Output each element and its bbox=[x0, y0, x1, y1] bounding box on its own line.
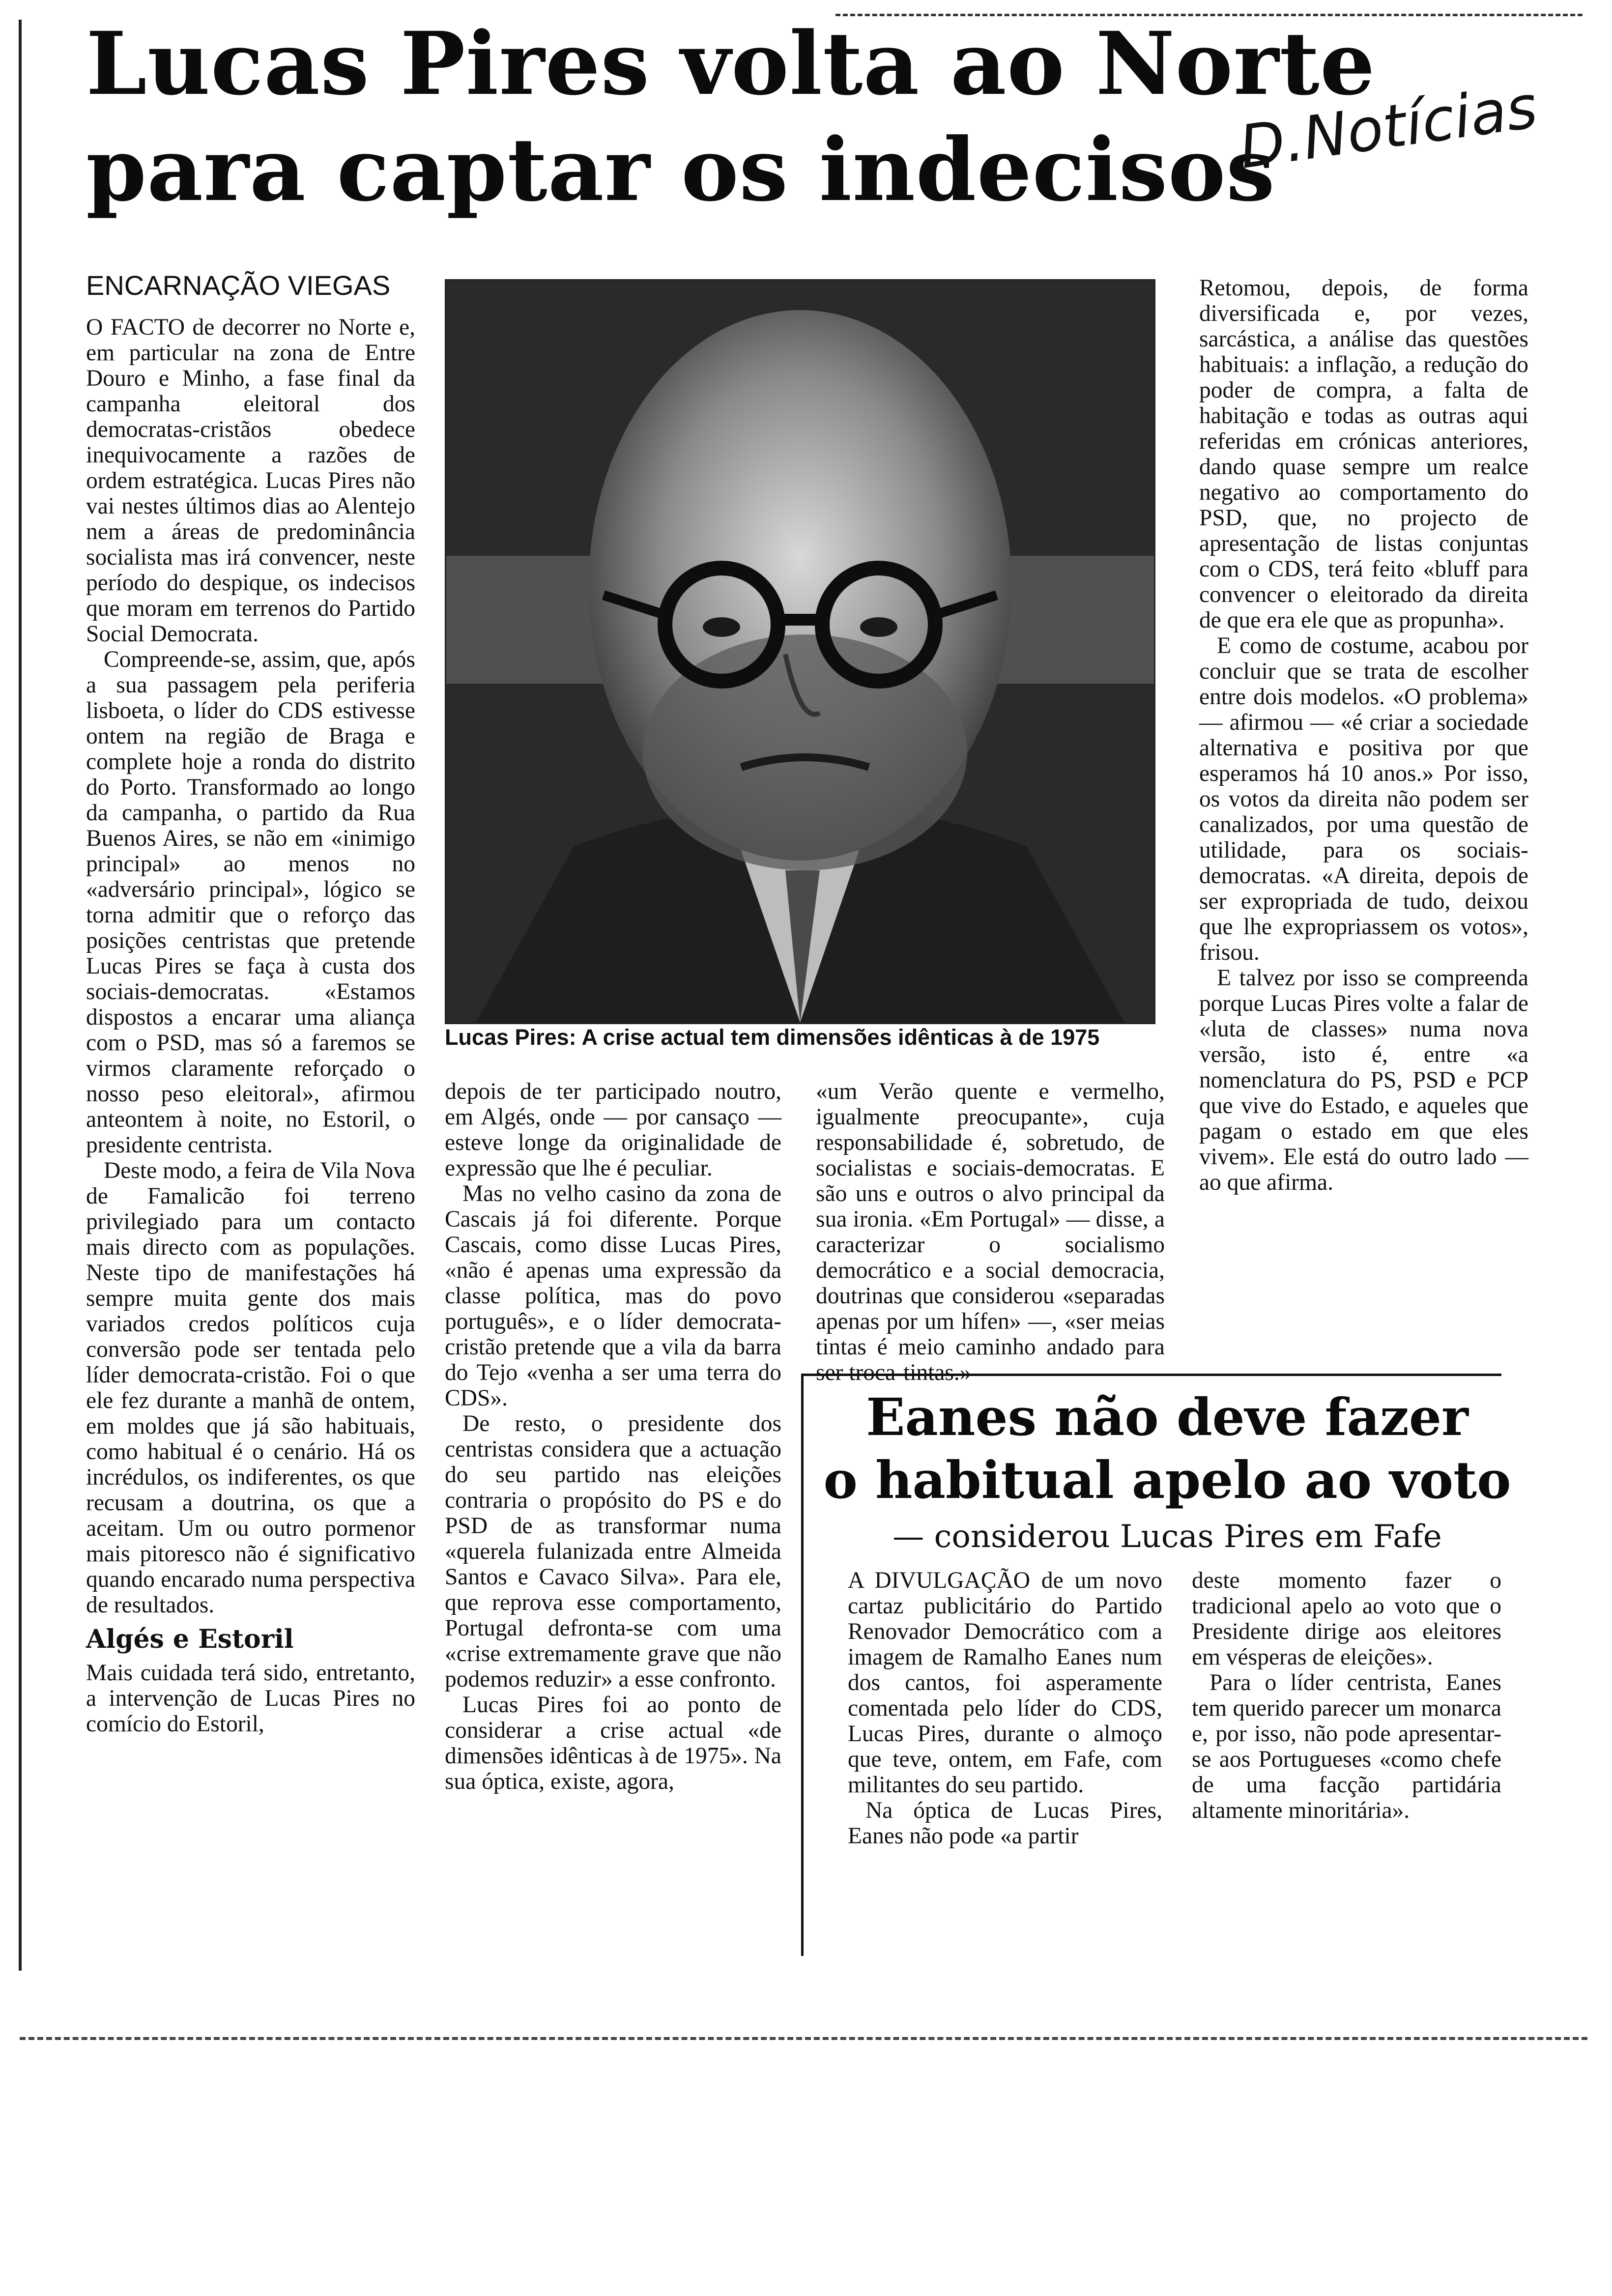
bottom-dashed-rule bbox=[20, 2037, 1587, 2040]
paragraph: Retomou, depois, de forma diversificada e, por vezes, sarcástica, a análise das questões habituais: a inflação, a redução do poder de compra, a falta de habitação e todas as outras aqui referidas em crónicas anteriores, dando quase sempre um realce negativo ao comportamento do PSD, que, no projecto de apresentação de listas conjuntas com o CDS, terá feito «bluff para convencer o eleitorado da direita de que era ele que as propunha». bbox=[1199, 275, 1528, 633]
handwritten-source-note: D.Notícias bbox=[1235, 73, 1542, 182]
photo-caption: Lucas Pires: A crise actual tem dimensões idênticas à de 1975 bbox=[445, 1025, 1100, 1050]
sidebar-story-subtitle: — considerou Lucas Pires em Fafe bbox=[892, 1519, 1442, 1555]
paragraph: Compreende-se, assim, que, após a sua passagem pela periferia lisboeta, o líder do CDS estivesse ontem na região de Braga e complete hoje a ronda do distrito do Porto. Transformado ao longo da campanha, o partido da Rua Buenos Aires, se não em «inimigo principal» ao menos no «adversário principal», lógico se torna admitir que o reforço das posições centristas que pretende Lucas Pires se faça à custa dos sociais-democratas. «Estamos dispostos a encarar uma aliança com o PSD, mas só a faremos se virmos claramente reforçado o nosso peso eleitoral», afirmou anteontem à noite, no Estoril, o presidente centrista. bbox=[86, 647, 415, 1158]
article-column-4 bbox=[1199, 275, 1528, 1195]
sidebar-title-line-1: Eanes não deve fazer bbox=[866, 1387, 1468, 1447]
paragraph: E talvez por isso se compreenda porque Lucas Pires volte a falar de «luta de classes» numa nova versão, isto é, entre «a nomenclatura do PS, PSD e PCP que vive do Estado, e aqueles que pagam o estado em que eles vivem». Ele está do outro lado — ao que afirma. bbox=[1199, 965, 1528, 1195]
left-margin-rule bbox=[19, 20, 22, 1971]
headline-line-1: Lucas Pires volta ao Norte bbox=[86, 13, 1376, 115]
paragraph: A DIVULGAÇÃO de um novo cartaz publicitário do Partido Renovador Democrático com a imagem de Ramalho Eanes num dos cantos, foi asperamente comentada pelo líder do CDS, Lucas Pires, durante o almoço que teve, ontem, em Fafe, com militantes do seu partido. bbox=[848, 1568, 1162, 1798]
paragraph: depois de ter participado noutro, em Algés, onde — por cansaço — esteve longe da originalidade de expressão que lhe é peculiar. bbox=[445, 1079, 781, 1181]
paragraph: Mas no velho casino da zona de Cascais já foi diferente. Porque Cascais, como disse Lucas Pires, «não é apenas uma expressão da classe política, mas do povo português», e o líder democrata-cristão pretende que a vila da barra do Tejo «venha a ser uma terra do CDS». bbox=[445, 1181, 781, 1411]
paragraph: De resto, o presidente dos centristas considera que a actuação do seu partido nas eleições contraria o propósito do PS e do PSD de as transformar numa «querela fulanizada entre Almeida Santos e Cavaco Silva». Para ele, que reprova esse comportamento, Portugal defronta-se com uma «crise extremamente grave que não podemos reduzir» a esse confronto. bbox=[445, 1411, 781, 1692]
paragraph: E como de costume, acabou por concluir que se trata de escolher entre dois modelos. «O problema» — afirmou — «é criar a sociedade alternativa e positiva por que esperamos há 10 anos.» Por isso, os votos da direita não podem ser canalizados, por uma questão de utilidade, para os sociais-democratas. «A direita, depois de ser expropriada de tudo, deixou que lhe expropriassem os votos», frisou. bbox=[1199, 633, 1528, 965]
portrait-illustration bbox=[446, 281, 1154, 1023]
paragraph: O FACTO de decorrer no Norte e, em particular na zona de Entre Douro e Minho, a fase final da campanha eleitoral dos democratas-cristãos obedece inequivocamente a razões de ordem estratégica. Lucas Pires não vai nestes últimos dias ao Alentejo nem a áreas de predominância socialista mas irá convencer, neste período do despique, os indecisos que moram em terrenos do Partido Social Democrata. bbox=[86, 315, 415, 647]
paragraph: Mais cuidada terá sido, entretanto, a intervenção de Lucas Pires no comício do Estoril, bbox=[86, 1660, 415, 1737]
paragraph: Lucas Pires foi ao ponto de considerar a crise actual «de dimensões idênticas à de 1975». Na sua óptica, existe, agora, bbox=[445, 1692, 781, 1794]
paragraph: Para o líder centrista, Eanes tem querido parecer um monarca e, por isso, não pode apresentar-se aos Portugueses «como chefe de uma facção partidária altamente minoritária». bbox=[1192, 1670, 1501, 1823]
paragraph: Deste modo, a feira de Vila Nova de Famalicão foi terreno privilegiado para um contacto mais directo com as populações. Neste tipo de manifestações há sempre muita gente dos mais variados credos políticos cuja conversão pode ser tentada pelo líder democrata-cristão. Foi o que ele fez durante a manhã de ontem, em moldes que já são habituais, como habitual é o cenário. Há os incrédulos, os indiferentes, os que recusam a doutrina, os que a aceitam. Um ou outro pormenor mais pitoresco não é significativo quando encarado numa perspectiva de resultados. bbox=[86, 1158, 415, 1618]
article-column-2 bbox=[445, 1079, 781, 1794]
headline bbox=[86, 11, 1438, 223]
portrait-photo bbox=[445, 279, 1155, 1024]
sidebar-column-right bbox=[1192, 1568, 1501, 1823]
paragraph: Na óptica de Lucas Pires, Eanes não pode «a partir bbox=[848, 1798, 1162, 1849]
paragraph: deste momento fazer o tradicional apelo ao voto que o Presidente dirige aos eleitores em vésperas de eleições». bbox=[1192, 1568, 1501, 1670]
article-column-3-lower bbox=[816, 1079, 1165, 1385]
sidebar-story-title bbox=[816, 1386, 1519, 1512]
paragraph: «um Verão quente e vermelho, igualmente preocupante», cuja responsabilidade é, sobretudo, de socialistas e sociais-democratas. E são uns e outros o alvo principal da sua ironia. «Em Portugal» — disse, a caracterizar o socialismo democrático e a social democracia, doutrinas que considerou «separadas apenas por um hífen» —, «ser meias tintas é meio caminho andado para ser troca-tintas.» bbox=[816, 1079, 1165, 1385]
sidebar-column-left bbox=[848, 1568, 1162, 1849]
article-column-1 bbox=[86, 315, 415, 1737]
section-subhead: Algés e Estoril bbox=[86, 1624, 294, 1654]
sidebar-title-line-2: o habitual apelo ao voto bbox=[823, 1450, 1511, 1510]
headline-line-2: para captar os indecisos bbox=[86, 119, 1275, 221]
byline: ENCARNAÇÃO VIEGAS bbox=[86, 270, 391, 301]
